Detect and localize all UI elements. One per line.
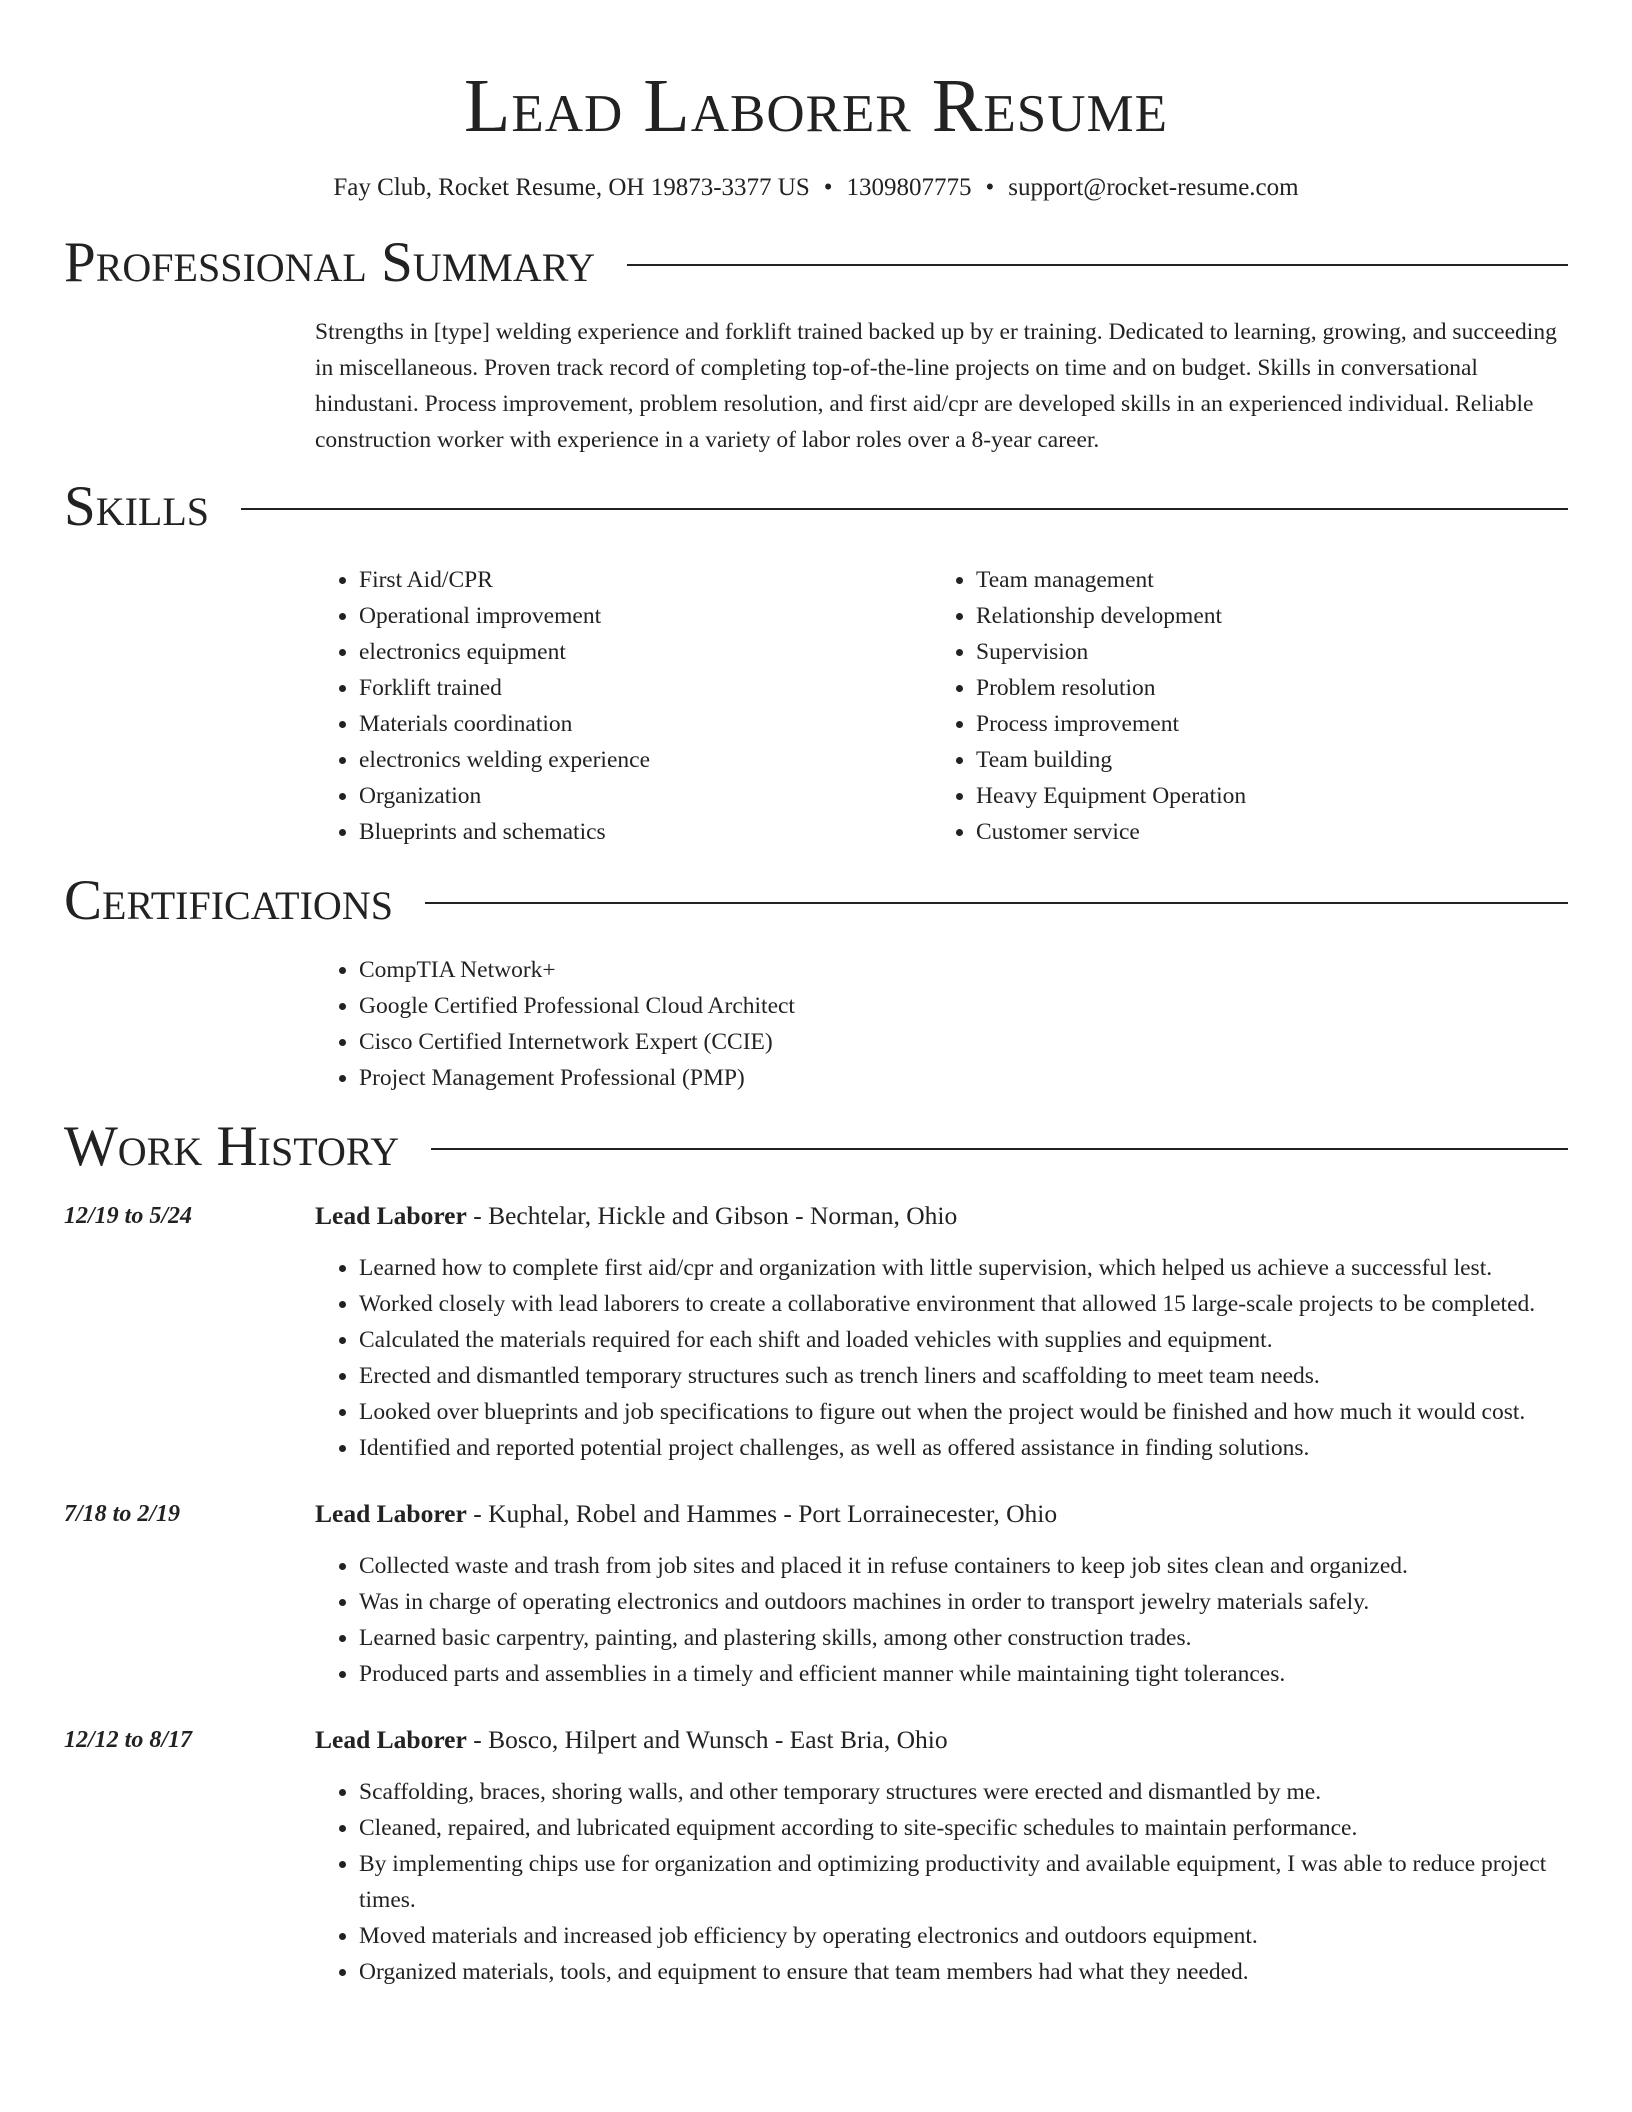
job-bullet: • Was in charge of operating electronics and outdoors machines in order to transport jewelry materials safely. xyxy=(359,1584,1568,1620)
job-bullet: • Erected and dismantled temporary structures such as trench liners and scaffolding to meet team needs. xyxy=(359,1358,1568,1394)
certifications-heading: Certifications xyxy=(64,869,393,932)
section-divider xyxy=(241,508,1568,510)
job-bullet: • Looked over blueprints and job specifications to figure out when the project would be finished and how much it would cost. xyxy=(359,1394,1568,1430)
job-detail xyxy=(315,1722,1568,1990)
contact-address: Fay Club, Rocket Resume, OH 19873-3377 US xyxy=(333,174,810,201)
certification-item: • Cisco Certified Internetwork Expert (CCIE) xyxy=(359,1024,1568,1060)
skills-grid xyxy=(315,562,1568,850)
skill-item: • Relationship development xyxy=(976,598,1549,634)
certifications-section-header xyxy=(64,866,1568,936)
skill-item: • Materials coordination xyxy=(359,706,932,742)
job-employer: - Bechtelar, Hickle and Gibson - Norman, Ohio xyxy=(466,1201,958,1230)
job-bullet: • By implementing chips use for organization and optimizing productivity and available equipment, I was able to reduce project times. xyxy=(359,1846,1568,1918)
skill-item: • Team management xyxy=(976,562,1549,598)
job-position: Lead Laborer xyxy=(315,1725,467,1754)
skill-item: • Process improvement xyxy=(976,706,1549,742)
job-employer: - Kuphal, Robel and Hammes - Port Lorrainecester, Ohio xyxy=(466,1499,1058,1528)
job-entry xyxy=(64,1496,1568,1692)
certification-item: • Google Certified Professional Cloud Architect xyxy=(359,988,1568,1024)
job-position: Lead Laborer xyxy=(315,1499,467,1528)
skill-item: • Forklift trained xyxy=(359,670,932,706)
job-bullet: • Produced parts and assemblies in a timely and efficient manner while maintaining tight tolerances. xyxy=(359,1656,1568,1692)
skill-item: • Blueprints and schematics xyxy=(359,814,932,850)
section-divider xyxy=(425,902,1568,904)
work-history-section-header xyxy=(64,1112,1568,1182)
contact-separator: • xyxy=(985,174,995,201)
skills-heading: Skills xyxy=(64,475,210,538)
skill-item: • Heavy Equipment Operation xyxy=(976,778,1549,814)
job-entry xyxy=(64,1198,1568,1466)
job-headline xyxy=(315,1722,1568,1758)
job-dates: 12/12 to 8/17 xyxy=(64,1727,193,1753)
job-bullet: • Organized materials, tools, and equipment to ensure that team members had what they needed. xyxy=(359,1954,1568,1990)
contact-email: support@rocket-resume.com xyxy=(1008,174,1299,201)
contact-separator: • xyxy=(823,174,833,201)
contact-line xyxy=(64,170,1568,206)
job-bullets xyxy=(315,1548,1568,1692)
skills-list-left xyxy=(315,562,932,850)
summary-section-header xyxy=(64,228,1568,298)
resume-page xyxy=(64,0,1568,1990)
job-bullets xyxy=(315,1774,1568,1990)
skills-column-right xyxy=(932,562,1549,850)
job-headline xyxy=(315,1496,1568,1532)
skill-item: • Team building xyxy=(976,742,1549,778)
job-bullet: • Moved materials and increased job efficiency by operating electronics and outdoors equipment. xyxy=(359,1918,1568,1954)
skills-column-left xyxy=(315,562,932,850)
certifications-list xyxy=(315,952,1568,1096)
contact-phone: 1309807775 xyxy=(846,174,972,201)
job-bullets xyxy=(315,1250,1568,1466)
job-bullet: • Identified and reported potential project challenges, as well as offered assistance in finding solutions. xyxy=(359,1430,1568,1466)
job-bullet: • Learned how to complete first aid/cpr and organization with little supervision, which helped us achieve a successful lest. xyxy=(359,1250,1568,1286)
work-history-heading: Work History xyxy=(64,1115,400,1178)
job-detail xyxy=(315,1496,1568,1692)
section-divider xyxy=(431,1148,1568,1150)
job-bullet: • Learned basic carpentry, painting, and plastering skills, among other construction trades. xyxy=(359,1620,1568,1656)
skill-item: • Problem resolution xyxy=(976,670,1549,706)
job-bullet: • Cleaned, repaired, and lubricated equipment according to site-specific schedules to maintain performance. xyxy=(359,1810,1568,1846)
section-divider xyxy=(627,264,1568,266)
summary-heading: Professional Summary xyxy=(64,231,596,294)
skill-item: • First Aid/CPR xyxy=(359,562,932,598)
job-dates: 12/19 to 5/24 xyxy=(64,1203,193,1229)
job-headline xyxy=(315,1198,1568,1234)
job-entry xyxy=(64,1722,1568,1990)
skills-section-header xyxy=(64,472,1568,542)
skill-item: • Organization xyxy=(359,778,932,814)
skills-list-right xyxy=(932,562,1549,850)
job-bullet: • Worked closely with lead laborers to create a collaborative environment that allowed 15 large-scale projects to be completed. xyxy=(359,1286,1568,1322)
skill-item: • Supervision xyxy=(976,634,1549,670)
job-bullet: • Calculated the materials required for each shift and loaded vehicles with supplies and equipment. xyxy=(359,1322,1568,1358)
job-position: Lead Laborer xyxy=(315,1201,467,1230)
skill-item: • Operational improvement xyxy=(359,598,932,634)
job-employer: - Bosco, Hilpert and Wunsch - East Bria, Ohio xyxy=(466,1725,948,1754)
skill-item: • Customer service xyxy=(976,814,1549,850)
job-bullet: • Collected waste and trash from job sites and placed it in refuse containers to keep job sites clean and organized. xyxy=(359,1548,1568,1584)
job-bullet: • Scaffolding, braces, shoring walls, and other temporary structures were erected and dismantled by me. xyxy=(359,1774,1568,1810)
job-dates: 7/18 to 2/19 xyxy=(64,1501,181,1527)
skill-item: • electronics equipment xyxy=(359,634,932,670)
summary-text: Strengths in [type] welding experience and forklift trained backed up by er training. Dedicated to learning, growing, and succeeding in miscellaneous. Proven track record of completing top-of-the-line projects on time and on budget. Skills in conversational hindustani. Process improvement, problem resolution, and first aid/cpr are developed skills in an experienced individual. Reliable construction worker with experience in a variety of labor roles over a 8-year career. xyxy=(315,319,1557,453)
skill-item: • electronics welding experience xyxy=(359,742,932,778)
certifications-block xyxy=(315,952,1568,1096)
resume-title: Lead Laborer Resume xyxy=(463,64,1169,148)
job-detail xyxy=(315,1198,1568,1466)
certification-item: • CompTIA Network+ xyxy=(359,952,1568,988)
certification-item: • Project Management Professional (PMP) xyxy=(359,1060,1568,1096)
work-history-list xyxy=(64,1198,1568,1990)
